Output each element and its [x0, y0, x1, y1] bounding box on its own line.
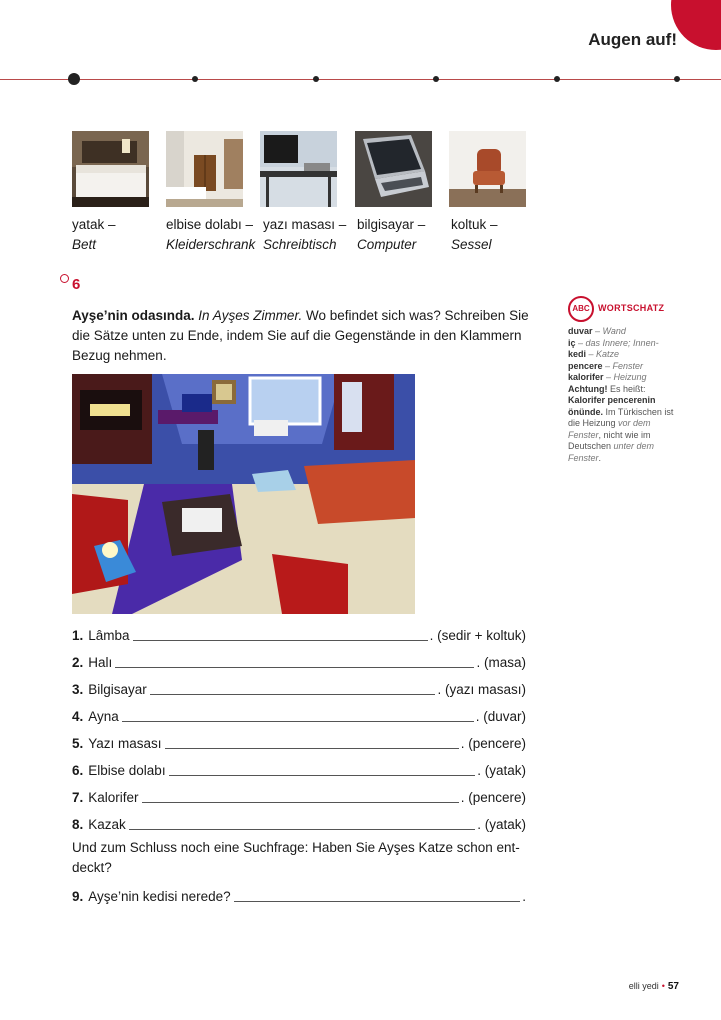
item-hint: . (yazı masası)	[437, 682, 526, 697]
note-text: Es heißt:	[607, 383, 646, 394]
final-question: Und zum Schluss noch eine Suchfrage: Haben Sie Ayşes Katze schon ent-deckt?	[72, 840, 520, 875]
answer-blank[interactable]	[115, 667, 474, 668]
exercise-item-1	[72, 626, 526, 646]
vocab-desk	[263, 215, 346, 255]
item-hint: . (masa)	[476, 655, 526, 670]
wortschatz-box	[568, 296, 678, 464]
exercise-item-3	[72, 680, 526, 700]
item-number: 5.	[72, 736, 84, 751]
exercise-instruction	[72, 306, 532, 366]
glossary-term: pencere	[568, 360, 603, 371]
glossary-gloss: – Wand	[592, 326, 626, 336]
glossary-gloss: – Katze	[586, 349, 620, 359]
room-illustration	[72, 374, 415, 614]
armchair-photo	[449, 131, 526, 207]
answer-blank[interactable]	[165, 748, 459, 749]
exercise-item-6	[72, 761, 526, 781]
item-number: 2.	[72, 655, 84, 670]
wardrobe-photo	[166, 131, 243, 207]
answer-blank[interactable]	[234, 901, 521, 902]
vocab-german: Kleiderschrank	[166, 237, 256, 252]
exercise-item-9	[72, 887, 526, 907]
red-corner-tab	[671, 0, 721, 50]
item-number: 8.	[72, 817, 84, 832]
item-hint: .	[522, 889, 526, 904]
instruction-bold: Ayşe’nin odasında.	[72, 308, 195, 323]
glossary-note	[568, 384, 678, 465]
vocab-turkish: bilgisayar –	[357, 217, 426, 232]
item-number: 1.	[72, 628, 84, 643]
glossary-entry	[568, 338, 678, 350]
exercise-item-5	[72, 734, 526, 754]
vocab-turkish: yazı masası –	[263, 217, 347, 232]
item-hint: . (pencere)	[460, 790, 526, 805]
wortschatz-header	[568, 296, 678, 322]
bed-photo	[72, 131, 149, 207]
glossary-entry	[568, 372, 678, 384]
rule-dot	[313, 76, 319, 82]
item-hint: . (yatak)	[477, 817, 526, 832]
glossary-gloss: – Heizung	[603, 372, 647, 382]
section-title: Augen auf!	[588, 30, 677, 49]
vocab-computer	[357, 215, 425, 255]
rule-dot	[433, 76, 439, 82]
glossary-term: kalorifer	[568, 372, 604, 382]
item-subject: Ayşe’nin kedisi nerede?	[88, 889, 231, 904]
vocab-armchair	[451, 215, 498, 255]
answer-blank[interactable]	[129, 829, 475, 830]
laptop-photo	[355, 131, 432, 207]
item-number: 4.	[72, 709, 84, 724]
item-number: 7.	[72, 790, 84, 805]
item-hint: . (yatak)	[477, 763, 526, 778]
note-rest: Im Türkischen ist die Heizung	[568, 406, 674, 428]
rule-dot	[554, 76, 560, 82]
footer-separator: •	[661, 981, 665, 991]
note-bold: Achtung!	[568, 383, 608, 394]
glossary-term: duvar	[568, 326, 593, 336]
item-hint: . (pencere)	[460, 736, 526, 751]
item-hint: . (duvar)	[475, 709, 526, 724]
note-italic: unter dem Fenster	[568, 441, 655, 463]
vocab-turkish: elbise dolabı –	[166, 217, 254, 232]
note-rest: , nicht wie im Deutschen	[568, 429, 651, 451]
exercise-number: 6	[72, 276, 81, 293]
page-number-word: elli yedi	[628, 981, 659, 991]
item-number: 9.	[72, 889, 84, 904]
item-subject: Kazak	[88, 817, 126, 832]
exercise-bullet-icon	[60, 274, 69, 283]
item-subject: Elbise dolabı	[88, 763, 166, 778]
vocab-turkish: yatak –	[72, 217, 116, 232]
answer-blank[interactable]	[133, 640, 428, 641]
desk-photo	[260, 131, 337, 207]
note-italic: vor dem Fenster	[568, 418, 651, 440]
vocab-turkish: koltuk –	[451, 217, 498, 232]
page-footer	[629, 981, 679, 992]
vocab-bed	[72, 215, 116, 255]
item-subject: Ayna	[88, 709, 119, 724]
instruction-text: Wo befindet sich was? Schreiben Sie die Sätze unten zu Ende, indem Sie auf die Gegenstände in den Klammern Bezug nehmen.	[72, 308, 529, 363]
item-number: 6.	[72, 763, 84, 778]
note-end: .	[598, 452, 602, 463]
item-subject: Kalorifer	[88, 790, 139, 805]
glossary-entry	[568, 349, 678, 361]
wortschatz-title: WORTSCHATZ	[598, 303, 665, 314]
rule-dot	[674, 76, 680, 82]
glossary-gloss: – das Innere; Innen-	[575, 337, 659, 348]
page-number: 57	[667, 981, 679, 992]
header-rule	[0, 79, 721, 80]
rule-dot	[68, 73, 80, 85]
vocab-german: Sessel	[451, 237, 492, 252]
note-example: Kalorifer pencerenin önünde.	[568, 395, 656, 417]
vocab-german: Bett	[72, 237, 97, 252]
vocab-german: Schreibtisch	[263, 237, 337, 252]
exercise-item-2	[72, 653, 526, 673]
item-subject: Yazı masası	[88, 736, 162, 751]
glossary-entry	[568, 326, 678, 338]
answer-blank[interactable]	[150, 694, 436, 695]
glossary-entry	[568, 361, 678, 373]
abc-badge-icon: ABC	[568, 296, 594, 322]
item-hint: . (sedir + koltuk)	[429, 628, 526, 643]
instruction-italic: In Ayşes Zimmer.	[198, 308, 303, 323]
item-subject: Bilgisayar	[88, 682, 147, 697]
glossary-term: iç	[568, 337, 576, 348]
vocab-german: Computer	[357, 237, 417, 252]
answer-blank[interactable]	[122, 721, 474, 722]
rule-dot	[192, 76, 198, 82]
answer-blank[interactable]	[142, 802, 459, 803]
item-subject: Lâmba	[88, 628, 130, 643]
exercise-item-7	[72, 788, 526, 808]
item-subject: Halı	[88, 655, 113, 670]
exercise-item-8	[72, 815, 526, 835]
answer-blank[interactable]	[169, 775, 476, 776]
item-number: 3.	[72, 682, 84, 697]
glossary-term: kedi	[568, 349, 587, 359]
glossary-gloss: – Fenster	[602, 360, 644, 371]
vocab-wardrobe	[166, 215, 255, 255]
exercise-item-4	[72, 707, 526, 727]
